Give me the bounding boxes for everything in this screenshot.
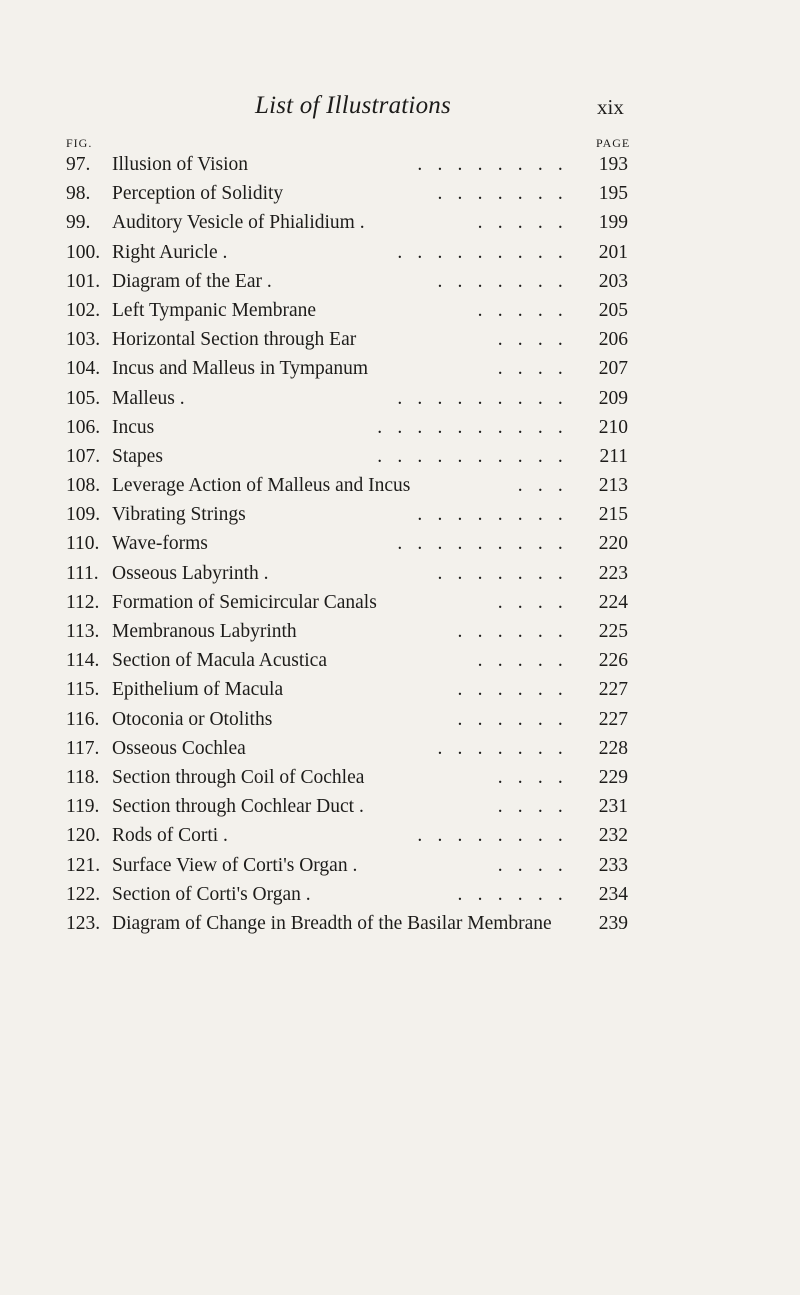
figure-title: Malleus . (112, 387, 185, 409)
list-item (0, 763, 800, 792)
page-number: 207 (598, 358, 628, 380)
list-item (0, 792, 800, 821)
page-number: 229 (598, 766, 628, 788)
leader-dots: ...... (457, 621, 578, 642)
figure-number: 108. (66, 475, 101, 497)
leader-dots: ..... (477, 650, 578, 672)
leader-dots: ......... (397, 241, 578, 263)
list-item (0, 179, 800, 208)
figure-title: Otoconia or Otoliths (112, 708, 273, 730)
leader-dots: ..... (477, 212, 578, 234)
figure-title: Section of Corti's Organ . (112, 883, 311, 905)
figure-title: Diagram of the Ear . (112, 270, 272, 292)
running-header (0, 92, 800, 126)
leader-dots: ......... (397, 533, 578, 555)
list-item (0, 617, 800, 646)
figure-title: Section through Cochlear Duct . (112, 796, 364, 818)
list-item (0, 705, 800, 734)
figure-number: 97. (66, 154, 91, 175)
page-number: 225 (598, 621, 628, 642)
illustrations-list (0, 150, 800, 938)
list-item (0, 500, 800, 529)
list-item (0, 880, 800, 909)
leader-dots: .... (497, 591, 578, 613)
page-number: 232 (598, 825, 628, 847)
page-number: 206 (598, 329, 628, 351)
figure-number: 121. (66, 854, 101, 876)
list-item (0, 559, 800, 588)
page-number: 205 (598, 299, 628, 321)
figure-title: Section through Coil of Cochlea (112, 766, 365, 788)
leader-dots: .... (497, 329, 578, 351)
figure-title: Osseous Cochlea (112, 737, 246, 759)
figure-title: Stapes (112, 445, 163, 467)
figure-title: Formation of Semicircular Canals (112, 591, 377, 613)
fig-column-label: FIG. (66, 136, 93, 150)
page-number: 215 (598, 504, 628, 526)
header-page-number: xix (597, 95, 624, 119)
leader-dots: ....... (437, 270, 578, 292)
page-number: 239 (598, 912, 628, 934)
figure-number: 111. (66, 562, 99, 584)
figure-number: 101. (66, 270, 101, 292)
page-number: 203 (598, 270, 628, 292)
list-item (0, 588, 800, 617)
figure-number: 122. (66, 883, 101, 905)
figure-title: Right Auricle . (112, 241, 228, 263)
figure-number: 106. (66, 416, 101, 438)
list-item (0, 354, 800, 383)
leader-dots: .......... (377, 445, 578, 467)
list-item (0, 150, 800, 179)
figure-title: Membranous Labyrinth (112, 621, 297, 642)
page-number: 193 (598, 154, 628, 175)
figure-number: 98. (66, 183, 91, 205)
leader-dots: ........ (417, 504, 578, 526)
leader-dots: ...... (457, 679, 578, 701)
figure-number: 99. (66, 212, 91, 234)
list-item (0, 851, 800, 880)
leader-dots: .......... (377, 416, 578, 438)
figure-number: 112. (66, 591, 100, 613)
page-number: 211 (599, 445, 628, 467)
figure-title: Osseous Labyrinth . (112, 562, 269, 584)
figure-number: 115. (66, 679, 100, 701)
figure-title: Diagram of Change in Breadth of the Basilar Membrane (112, 912, 552, 934)
page-number: 220 (598, 533, 628, 555)
leader-dots: ....... (437, 737, 578, 759)
figure-title: Epithelium of Macula (112, 679, 284, 701)
page-number: 209 (598, 387, 628, 409)
figure-title: Surface View of Corti's Organ . (112, 854, 358, 876)
figure-title: Horizontal Section through Ear (112, 329, 357, 351)
figure-number: 105. (66, 387, 101, 409)
figure-title: Rods of Corti . (112, 825, 228, 847)
list-item (0, 208, 800, 237)
leader-dots: ......... (397, 387, 578, 409)
leader-dots: ... (517, 475, 578, 497)
list-item (0, 325, 800, 354)
figure-title: Left Tympanic Membrane (112, 299, 317, 321)
page-number: 233 (598, 854, 628, 876)
leader-dots: ...... (457, 708, 578, 730)
figure-title: Perception of Solidity (112, 183, 284, 205)
figure-title: Section of Macula Acustica (112, 650, 327, 672)
page-number: 201 (598, 241, 628, 263)
leader-dots: ........ (417, 154, 578, 175)
figure-title: Auditory Vesicle of Phialidium . (112, 212, 365, 234)
list-item (0, 734, 800, 763)
list-item (0, 384, 800, 413)
page-number: 199 (598, 212, 628, 234)
page-number: 227 (598, 708, 628, 730)
page-number: 223 (598, 562, 628, 584)
list-item (0, 413, 800, 442)
leader-dots: ....... (437, 562, 578, 584)
list-item (0, 821, 800, 850)
figure-number: 104. (66, 358, 101, 380)
figure-number: 103. (66, 329, 101, 351)
leader-dots: .... (497, 766, 578, 788)
figure-number: 120. (66, 825, 101, 847)
figure-number: 118. (66, 766, 100, 788)
figure-title: Illusion of Vision (112, 154, 249, 175)
figure-title: Leverage Action of Malleus and Incus (112, 475, 411, 497)
leader-dots: .... (497, 358, 578, 380)
figure-number: 123. (66, 912, 101, 934)
page-number: 231 (598, 796, 628, 818)
figure-number: 102. (66, 299, 101, 321)
list-item (0, 675, 800, 704)
leader-dots: ..... (477, 299, 578, 321)
leader-dots: ...... (457, 883, 578, 905)
page-number: 224 (598, 591, 628, 613)
header-title: List of Illustrations (255, 92, 451, 119)
list-item (0, 238, 800, 267)
figure-number: 117. (66, 737, 100, 759)
figure-number: 107. (66, 445, 101, 467)
figure-number: 119. (66, 796, 100, 818)
leader-dots: ....... (437, 183, 578, 205)
page-number: 213 (598, 475, 628, 497)
page-number: 195 (598, 183, 628, 205)
figure-number: 100. (66, 241, 101, 263)
figure-number: 110. (66, 533, 100, 555)
page-column-label: PAGE (596, 136, 631, 150)
list-item (0, 529, 800, 558)
page-number: 228 (598, 737, 628, 759)
figure-title: Incus (112, 416, 155, 438)
list-item (0, 442, 800, 471)
figure-title: Vibrating Strings (112, 504, 246, 526)
list-item (0, 646, 800, 675)
page-number: 210 (598, 416, 628, 438)
figure-title: Wave-forms (112, 533, 208, 555)
list-item (0, 296, 800, 325)
figure-number: 114. (66, 650, 100, 672)
figure-title: Incus and Malleus in Tympanum (112, 358, 369, 380)
page-number: 234 (598, 883, 628, 905)
figure-number: 109. (66, 504, 101, 526)
page-number: 226 (598, 650, 628, 672)
leader-dots: .... (497, 854, 578, 876)
leader-dots: ........ (417, 825, 578, 847)
figure-number: 116. (66, 708, 100, 730)
leader-dots: .... (497, 796, 578, 818)
list-item (0, 909, 800, 938)
list-item (0, 471, 800, 500)
figure-number: 113. (66, 621, 100, 642)
page-number: 227 (598, 679, 628, 701)
list-item (0, 267, 800, 296)
